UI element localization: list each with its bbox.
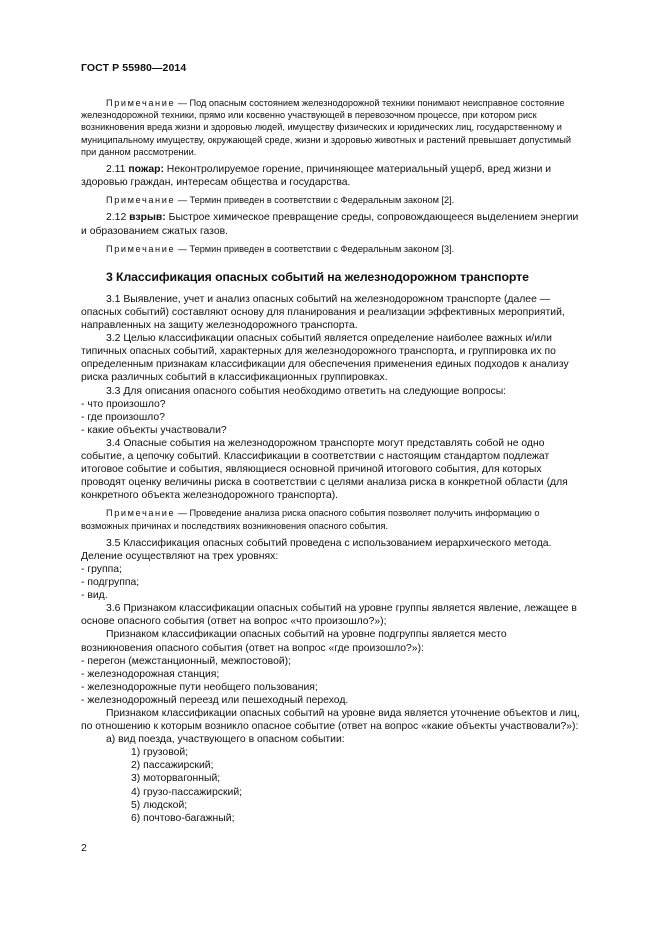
page-body	[81, 97, 581, 825]
note-label: Примечание	[106, 243, 176, 254]
place-item: - железнодорожная станция;	[81, 668, 220, 680]
note-label: Примечание	[106, 508, 176, 519]
term-fire: пожар:	[128, 164, 164, 176]
level-item: - подгруппа;	[81, 577, 140, 589]
note-1: Примечание — Под опасным состоянием железнодорожной техники понимают неисправное состояние железнодорожной техники, прямо или косвенно участвующей в перевозочном процессе, при котором риск возникновения вреда жизни и здоровью людей, имуществу физических и юридических лиц, государственному и муниципальному имуществу, окружающей среде, жизни и здоровью животных и растений превышает допустимый при данном рассмотрении.	[81, 98, 571, 157]
section-3-heading: 3 Классификация опасных событий на железнодорожном транспорте	[106, 269, 529, 284]
question-item: - что произошло?	[81, 398, 166, 410]
paragraph-3-3: 3.3 Для описания опасного события необходимо ответить на следующие вопросы:	[106, 385, 507, 397]
note-label: Примечание	[106, 195, 176, 206]
place-item: - железнодорожный переезд или пешеходный переход.	[81, 694, 349, 706]
list-item-a: а) вид поезда, участвующего в опасном событии:	[106, 734, 345, 746]
paragraph-3-5: 3.5 Классификация опасных событий проведена с использованием иерархического метода. Деление осуществляют на трех уровнях:	[81, 537, 552, 562]
paragraph-3-6-subgroup: Признаком классификации опасных событий на уровне подгруппы является место возникновения опасного события (ответ на вопрос «где произошло?»):	[81, 629, 507, 654]
standard-number: ГОСТ Р 55980—2014	[81, 62, 187, 74]
note-3: Примечание — Термин приведен в соответствии с Федеральным законом [3].	[106, 243, 455, 254]
note-2: Примечание — Термин приведен в соответствии с Федеральным законом [2].	[106, 195, 455, 206]
train-type-item: 4) грузо-пассажирский;	[131, 786, 243, 798]
paragraph-3-6-kind: Признаком классификации опасных событий на уровне вида является уточнение объектов и лиц, по отношению к которым возникло опасное событие (ответ на вопрос «какие объекты участвовали?»):	[81, 708, 580, 733]
note-4: Примечание — Проведение анализа риска опасного события позволяет получить информацию о возможных причинах и последствиях возникновения опасного события.	[81, 508, 540, 531]
term-explosion: взрыв:	[129, 212, 166, 224]
paragraph-3-6: 3.6 Признаком классификации опасных событий на уровне группы является явление, лежащее в основе опасного события (ответ на вопрос «что произошло?»);	[81, 603, 577, 628]
train-type-item: 2) пассажирский;	[131, 760, 214, 772]
question-item: - где произошло?	[81, 411, 165, 423]
term-2-11: 2.11 пожар: Неконтролируемое горение, причиняющее материальный ущерб, вред жизни и здоровью граждан, интересам общества и государства.	[81, 164, 552, 189]
question-item: - какие объекты участвовали?	[81, 424, 227, 436]
level-item: - вид.	[81, 590, 108, 602]
place-item: - железнодорожные пути необщего пользования;	[81, 681, 318, 693]
paragraph-3-4: 3.4 Опасные события на железнодорожном транспорте могут представлять собой не одно событие, а цепочку событий. Классификации в соответствии с настоящим стандартом подлежат итоговое событие и события, являющиеся основной причиной итогового события, для которых проводят оценку величины риска в соответствии с целями анализа риска в конкретной области (для конкретного объекта железнодорожного транспорта).	[81, 437, 568, 502]
train-type-item: 6) почтово-багажный;	[131, 812, 235, 824]
place-item: - перегон (межстанционный, межпостовой);	[81, 655, 292, 667]
train-type-item: 5) людской;	[131, 799, 188, 811]
train-type-item: 1) грузовой;	[131, 747, 189, 759]
page-number: 2	[81, 842, 87, 854]
note-label: Примечание	[106, 98, 176, 108]
term-2-12: 2.12 взрыв: Быстрое химическое превращение среды, сопровождающееся выделением энергии и образованием сжатых газов.	[81, 212, 579, 237]
train-type-item: 3) моторвагонный;	[131, 773, 221, 785]
paragraph-3-1: 3.1 Выявление, учет и анализ опасных событий на железнодорожном транспорте (далее — опасных событий) составляют основу для планирования и реализации эффективных мероприятий, направленных на защиту железнодорожного транспорта.	[81, 293, 565, 332]
level-item: - группа;	[81, 563, 122, 575]
paragraph-3-2: 3.2 Целью классификации опасных событий является определение наиболее важных и/или типичных опасных событий, характерных для железнодорожного транспорта, и группировка их по определенным признакам классификации для обеспечения применения единых подходов к анализу риска различных событий в классификационных группировках.	[81, 333, 569, 384]
